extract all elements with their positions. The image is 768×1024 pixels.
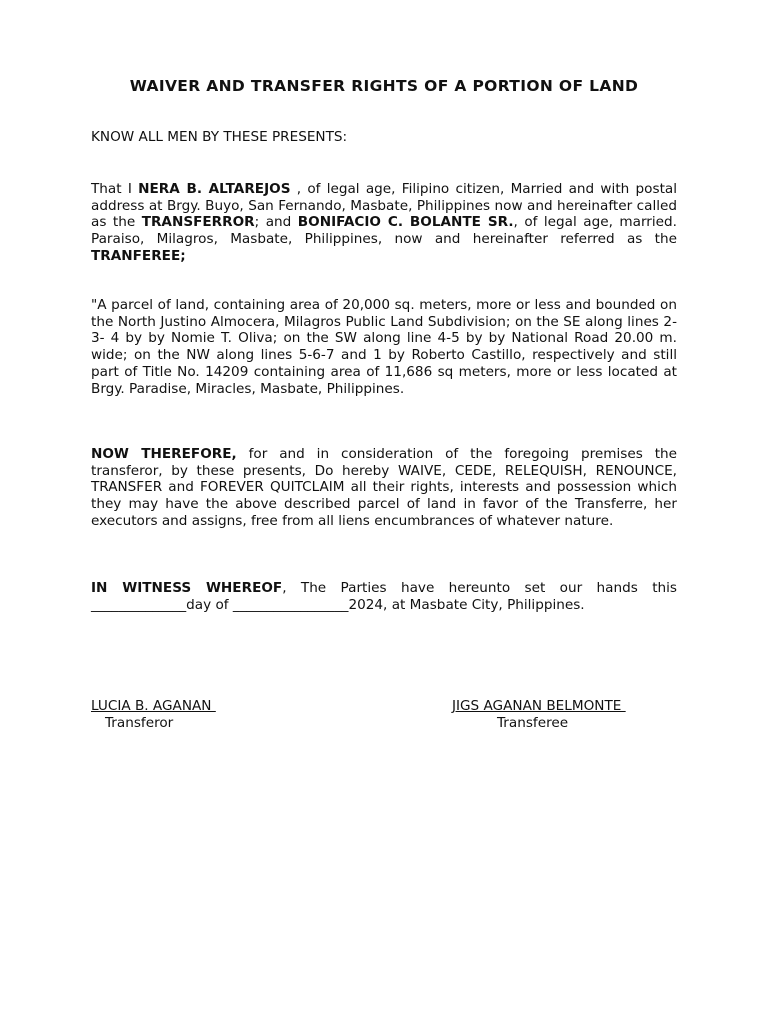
witness-paragraph [91,580,677,613]
transferee-signatory-name: JIGS AGANAN BELMONTE [452,698,626,714]
transferor-signatory-name: LUCIA B. AGANAN [91,698,216,714]
opening-clause: KNOW ALL MEN BY THESE PRESENTS: [91,129,348,145]
transferor-label: TRANSFERROR [141,214,255,231]
parties-text-3: ; and [254,214,298,231]
parties-text-4: , of legal age, married. Paraiso, Milagros, Masbate, Philippines, now and hereinafter referred as the [91,214,677,248]
transferee-label: TRANFEREE; [91,247,186,264]
now-therefore-body: for and in consideration of the foregoing premises the transferor, by these presents, Do hereby WAIVE, CEDE, RELEQUISH, RENOUNCE, TRANSFER and FOREVER QUITCLAIM all their rights, interests and possession which they may have the above described parcel of land in favor of the Transferre, her executors and assigns, free from all liens encumbrances of whatever nature. [91,446,677,529]
parties-paragraph [91,181,677,265]
transferor-signature-block [91,698,216,731]
now-therefore-lead: NOW THEREFORE, [91,446,237,462]
parties-text-2: , of legal age, Filipino citizen, Married and with postal address at Brgy. Buyo, San Fernando, Masbate, Philippines now and hereinafter called as the [91,181,678,231]
transferor-signatory-role: Transferor [105,714,174,731]
document-title: WAIVER AND TRANSFER RIGHTS OF A PORTION OF LAND [129,77,639,95]
land-description-paragraph: "A parcel of land, containing area of 20,000 sq. meters, more or less and bounded on the North Justino Almocera, Milagros Public Land Subdivision; on the SE along lines 2-3- 4 by by Nomie T. Oliva; on the SW along line 4-5 by by National Road 20.00 m. wide; on the NW along lines 5-6-7 and 1 by Roberto Castillo, respectively and still part of Title No. 14209 containing area of 11,686 sq meters, more or less located at Brgy. Paradise, Miracles, Masbate, Philippines. [91,297,677,397]
transferor-name: NERA B. ALTAREJOS [138,181,291,197]
now-therefore-paragraph [91,446,677,530]
transferee-signatory-role: Transferee [497,714,569,731]
transferee-name: BONIFACIO C. BOLANTE SR. [297,214,514,231]
witness-lead: IN WITNESS WHEREOF [91,580,283,596]
witness-body: , The Parties have hereunto set our hands this ______________day of _________________2024, at Masbate City, Philippines. [91,580,677,613]
transferee-signature-block [452,698,626,731]
parties-text-1: That I [91,181,139,197]
